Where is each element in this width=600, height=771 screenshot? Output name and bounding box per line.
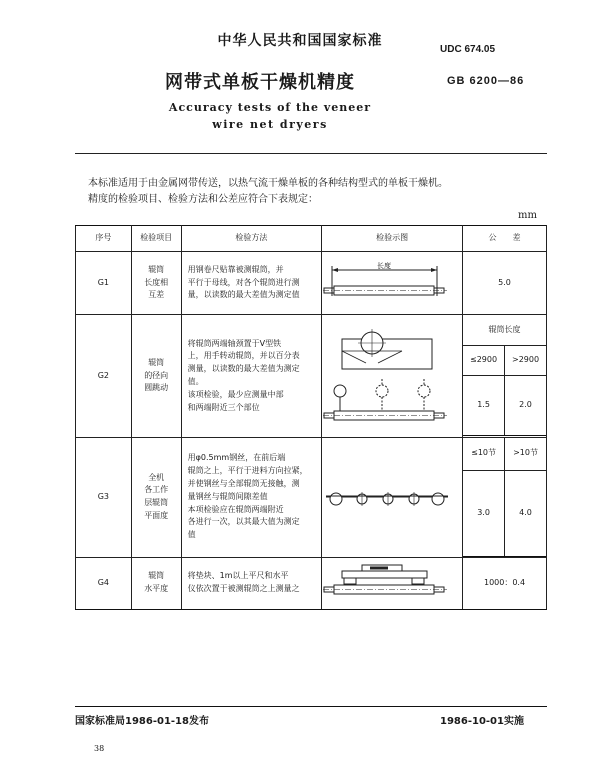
- row-item: [131, 438, 181, 558]
- row-method: [181, 438, 322, 558]
- method-line: 平行于母线，对各个辊筒进行测: [187, 277, 300, 287]
- row-item: [131, 252, 181, 315]
- udc-code: UDC 674.05: [440, 44, 496, 55]
- method-line: 用钢卷尺贴靠被测辊筒，并: [187, 264, 284, 274]
- tolerance-col: ≤2900: [463, 346, 504, 376]
- row-diagram: [322, 315, 463, 438]
- item-line: 长度相: [144, 277, 169, 287]
- row-diagram: [322, 438, 463, 558]
- method-line: 测量，以读数的最大差值为测定: [187, 364, 300, 374]
- item-line: 圆跳动: [144, 383, 169, 393]
- row-tolerance: [463, 438, 547, 558]
- runout-diagram: [322, 321, 452, 431]
- implementation-date: 1986-10-01实施: [440, 716, 524, 727]
- english-title-line2: wire net dryers: [212, 118, 328, 131]
- method-line: 仪依次置于被测辊筒之上测量之: [187, 584, 300, 593]
- table-row: [76, 438, 547, 558]
- method-line: 本项检验应在辊筒两端附近: [187, 504, 284, 514]
- flatness-diagram: [322, 477, 452, 517]
- tolerance-col: >2900: [505, 346, 546, 376]
- row-no: G1: [76, 252, 132, 315]
- row-diagram: [322, 252, 463, 315]
- row-method: [181, 557, 322, 609]
- diagram-label-length: 长度: [377, 262, 392, 270]
- item-line: 辊筒: [148, 357, 165, 367]
- gb-number: GB 6200—86: [447, 75, 525, 87]
- item-line: 的径向: [144, 370, 169, 380]
- page-title: 网带式单板干燥机精度: [165, 72, 355, 93]
- tolerance-subtable: [463, 438, 546, 557]
- row-diagram: [322, 557, 463, 609]
- item-line: 辊筒: [148, 264, 165, 274]
- method-line: 并使钢丝与全部辊筒无接触，测: [187, 479, 300, 489]
- tolerance-value: 1.5: [463, 376, 504, 436]
- row-no: G4: [76, 557, 132, 609]
- method-line: 和两端附近三个部位: [187, 402, 260, 412]
- item-line: 互差: [148, 290, 165, 300]
- tolerance-subtable: [463, 316, 546, 437]
- tolerance-value: 3.0: [463, 470, 504, 556]
- row-item: [131, 557, 181, 609]
- row-tolerance: 5.0: [463, 252, 547, 315]
- row-tolerance: 1000：0.4: [463, 557, 547, 609]
- header-diagram: 检验示图: [322, 226, 463, 252]
- tolerance-col: ≤10节: [463, 438, 504, 470]
- issue-date: 国家标准局1986-01-18发布: [75, 716, 209, 727]
- method-line: 值: [187, 530, 196, 540]
- intro-paragraph-1: 本标准适用于由金属网带传送，以热气流干燥单板的各种结构型式的单板干燥机。: [88, 178, 448, 189]
- method-line: 各进行一次，以其最大值为测定: [187, 517, 300, 527]
- header-item: 检验项目: [131, 226, 181, 252]
- row-no: G3: [76, 438, 132, 558]
- item-line: 全机: [148, 472, 165, 482]
- item-line: 平面度: [144, 511, 169, 521]
- method-line: 量钢丝与辊筒间隙差值: [187, 491, 268, 501]
- item-line: 各工作: [144, 485, 169, 495]
- method-line: 该项检验，最少应测量中部: [187, 389, 284, 399]
- row-method: [181, 252, 322, 315]
- table-row: [76, 252, 547, 315]
- english-title-line1: Accuracy tests of the veneer: [168, 101, 372, 114]
- method-line: 将垫块、1m以上平尺和水平: [187, 571, 289, 581]
- row-item: [131, 315, 181, 438]
- header-divider: [75, 153, 547, 154]
- method-line: 值。: [187, 377, 204, 386]
- row-tolerance: [463, 315, 547, 438]
- header-no: 序号: [76, 226, 132, 252]
- tolerance-value: 4.0: [505, 470, 546, 556]
- row-method: [181, 315, 322, 438]
- tolerance-header: 辊筒长度: [463, 316, 546, 346]
- table-header-row: [76, 226, 547, 252]
- method-line: 用φ0.5mm钢丝，在前后端: [187, 453, 286, 463]
- method-line: 将辊筒两端轴颈置于V型铁: [187, 338, 282, 348]
- item-line: 层辊筒: [144, 498, 169, 508]
- national-standard-heading: 中华人民共和国国家标准: [217, 33, 383, 49]
- roller-length-diagram: [322, 258, 452, 308]
- intro-paragraph-2: 精度的检验项目、检验方法和公差应符合下表规定：: [88, 194, 318, 205]
- table-row: [76, 315, 547, 438]
- footer-divider: [75, 706, 547, 707]
- table-row: [76, 557, 547, 609]
- method-line: 量，以读数的最大差值为测定值: [187, 290, 300, 300]
- tolerance-value: 2.0: [505, 376, 546, 436]
- accuracy-table: [75, 225, 547, 610]
- header-tolerance: 公 差: [463, 226, 547, 252]
- method-line: 上，用手转动辊筒，并以百分表: [187, 351, 300, 361]
- header-method: 检验方法: [181, 226, 322, 252]
- item-line: 辊筒: [148, 571, 165, 581]
- tolerance-col: >10节: [505, 438, 546, 470]
- unit-label: mm: [518, 210, 537, 221]
- row-no: G2: [76, 315, 132, 438]
- page-number: 38: [94, 744, 105, 753]
- method-line: 辊筒之上，平行于进料方向拉紧，: [187, 466, 308, 476]
- item-line: 水平度: [144, 584, 169, 593]
- level-diagram: [322, 561, 452, 605]
